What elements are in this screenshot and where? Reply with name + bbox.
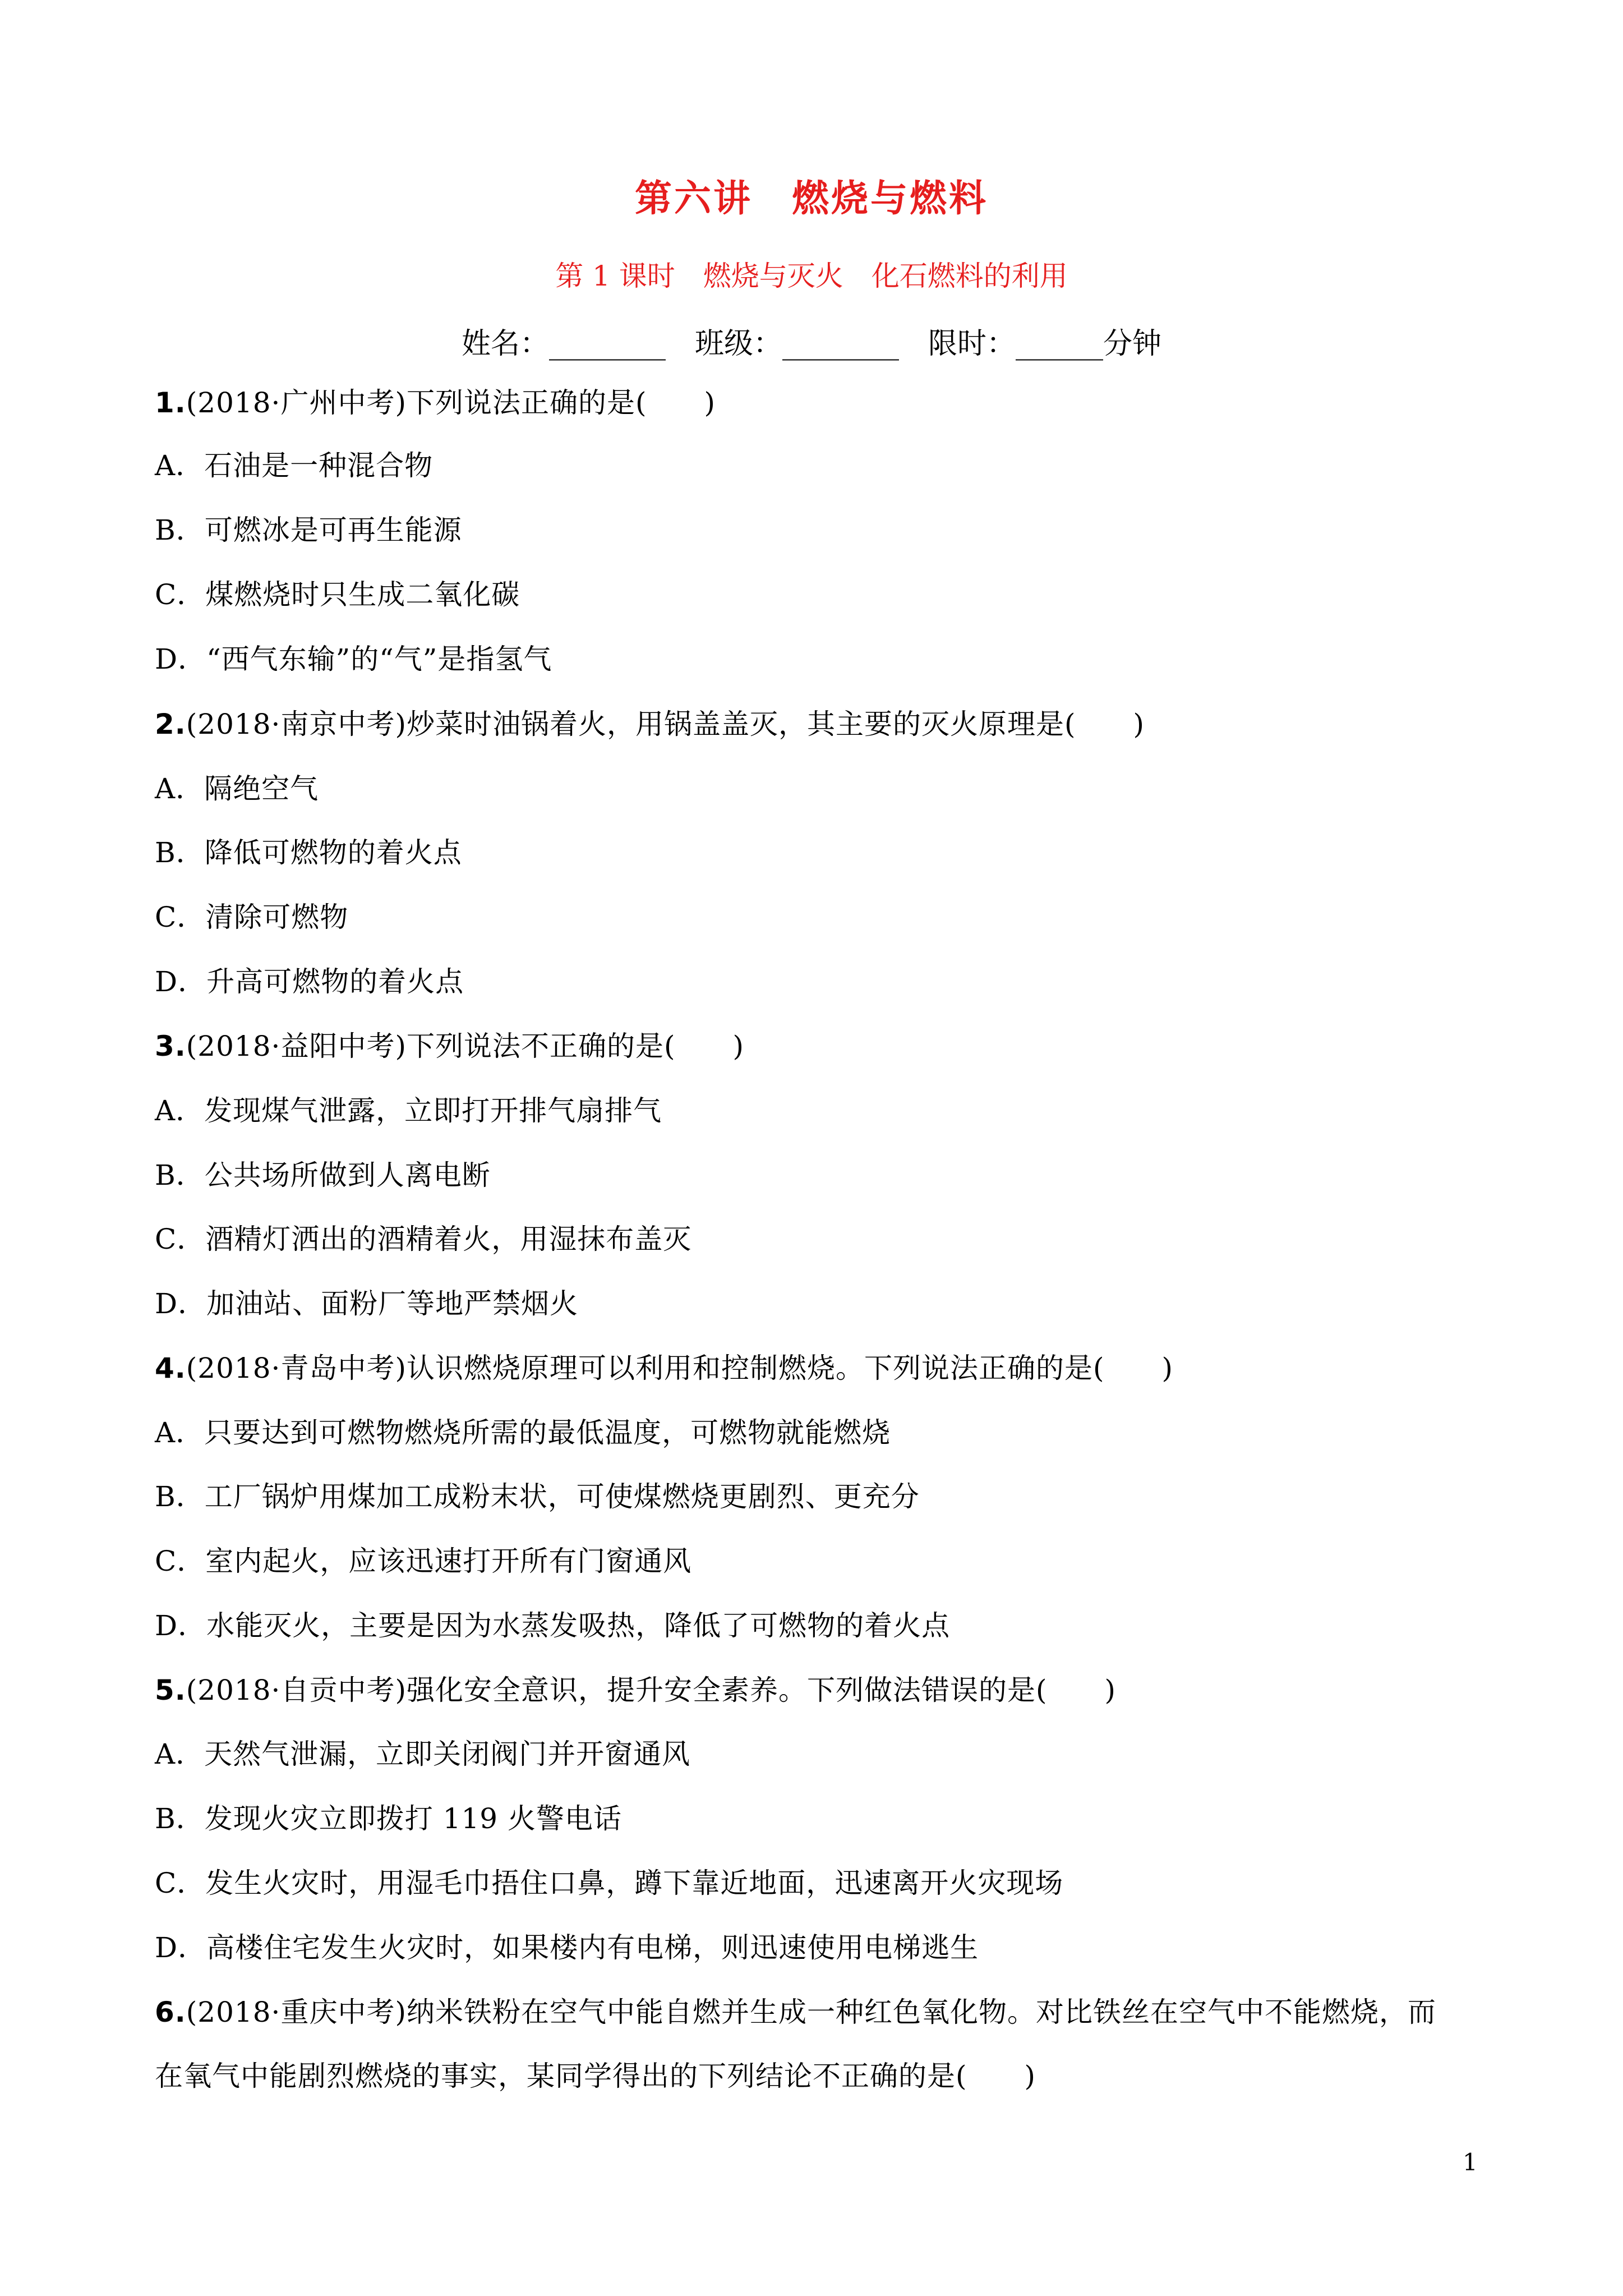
question-3	[155, 1029, 744, 1063]
option-2d: D．升高可燃物的着火点	[155, 965, 464, 998]
option-4b: B．工厂锅炉用煤加工成粉末状，可使煤燃烧更剧烈、更充分	[155, 1480, 920, 1513]
option-4a: A．只要达到可燃物燃烧所需的最低温度，可燃物就能燃烧	[155, 1416, 891, 1449]
question-number: 5.	[155, 1674, 186, 1706]
question-number: 3.	[155, 1030, 186, 1062]
option-1c: C．煤燃烧时只生成二氧化碳	[155, 578, 520, 611]
option-5d: D．高楼住宅发生火灾时，如果楼内有电梯，则迅速使用电梯逃生	[155, 1931, 979, 1964]
option-3a: A．发现煤气泄露，立即打开排气扇排气	[155, 1094, 662, 1127]
option-3d: D．加油站、面粉厂等地严禁烟火	[155, 1287, 579, 1320]
option-5a: A．天然气泄漏，立即关闭阀门并开窗通风	[155, 1738, 691, 1770]
option-1d: D．“西气东输”的“气”是指氢气	[155, 643, 552, 675]
page-number: 1	[1463, 2148, 1478, 2176]
option-1a: A．石油是一种混合物	[155, 449, 434, 482]
lesson-subtitle: 第 1 课时 燃烧与灭火 化石燃料的利用	[555, 260, 1068, 292]
question-number: 2.	[155, 708, 186, 740]
option-4c: C．室内起火，应该迅速打开所有门窗通风	[155, 1545, 692, 1577]
question-4	[155, 1351, 1173, 1385]
question-2	[155, 707, 1145, 741]
option-3c: C．酒精灯洒出的酒精着火，用湿抹布盖灭	[155, 1223, 692, 1255]
question-5	[155, 1673, 1116, 1707]
question-number: 1.	[155, 386, 186, 419]
question-stem: (2018·重庆中考)纳米铁粉在空气中能自燃并生成一种红色氧化物。对比铁丝在空气中不能燃烧，而	[186, 1996, 1436, 2028]
question-number: 4.	[155, 1352, 186, 1384]
question-stem: (2018·益阳中考)下列说法不正确的是( )	[186, 1030, 744, 1062]
option-2c: C．清除可燃物	[155, 901, 349, 933]
option-5c: C．发生火灾时，用湿毛巾捂住口鼻，蹲下靠近地面，迅速离开火灾现场	[155, 1867, 1064, 1899]
option-2a: A．隔绝空气	[155, 772, 319, 805]
question-number: 6.	[155, 1996, 186, 2028]
question-stem: (2018·青岛中考)认识燃烧原理可以利用和控制燃烧。下列说法正确的是( )	[186, 1352, 1173, 1384]
question-1	[155, 386, 716, 420]
question-6	[155, 1995, 1436, 2029]
option-3b: B．公共场所做到人离电断	[155, 1159, 491, 1191]
option-4d: D．水能灭火，主要是因为水蒸发吸热，降低了可燃物的着火点	[155, 1609, 951, 1642]
page-title: 第六讲 燃烧与燃料	[635, 177, 988, 220]
option-1b: B．可燃冰是可再生能源	[155, 514, 462, 546]
option-5b: B．发现火灾立即拨打 119 火警电话	[155, 1802, 622, 1835]
question-stem: (2018·广州中考)下列说法正确的是( )	[186, 386, 716, 419]
student-info-line: 姓名：________ 班级：________ 限时：______分钟	[461, 327, 1161, 361]
question-stem: (2018·南京中考)炒菜时油锅着火，用锅盖盖灭，其主要的灭火原理是( )	[186, 708, 1145, 740]
question-stem: (2018·自贡中考)强化安全意识，提升安全素养。下列做法错误的是( )	[186, 1674, 1116, 1706]
question-6-continued: 在氧气中能剧烈燃烧的事实，某同学得出的下列结论不正确的是( )	[155, 2060, 1036, 2092]
option-2b: B．降低可燃物的着火点	[155, 836, 462, 869]
